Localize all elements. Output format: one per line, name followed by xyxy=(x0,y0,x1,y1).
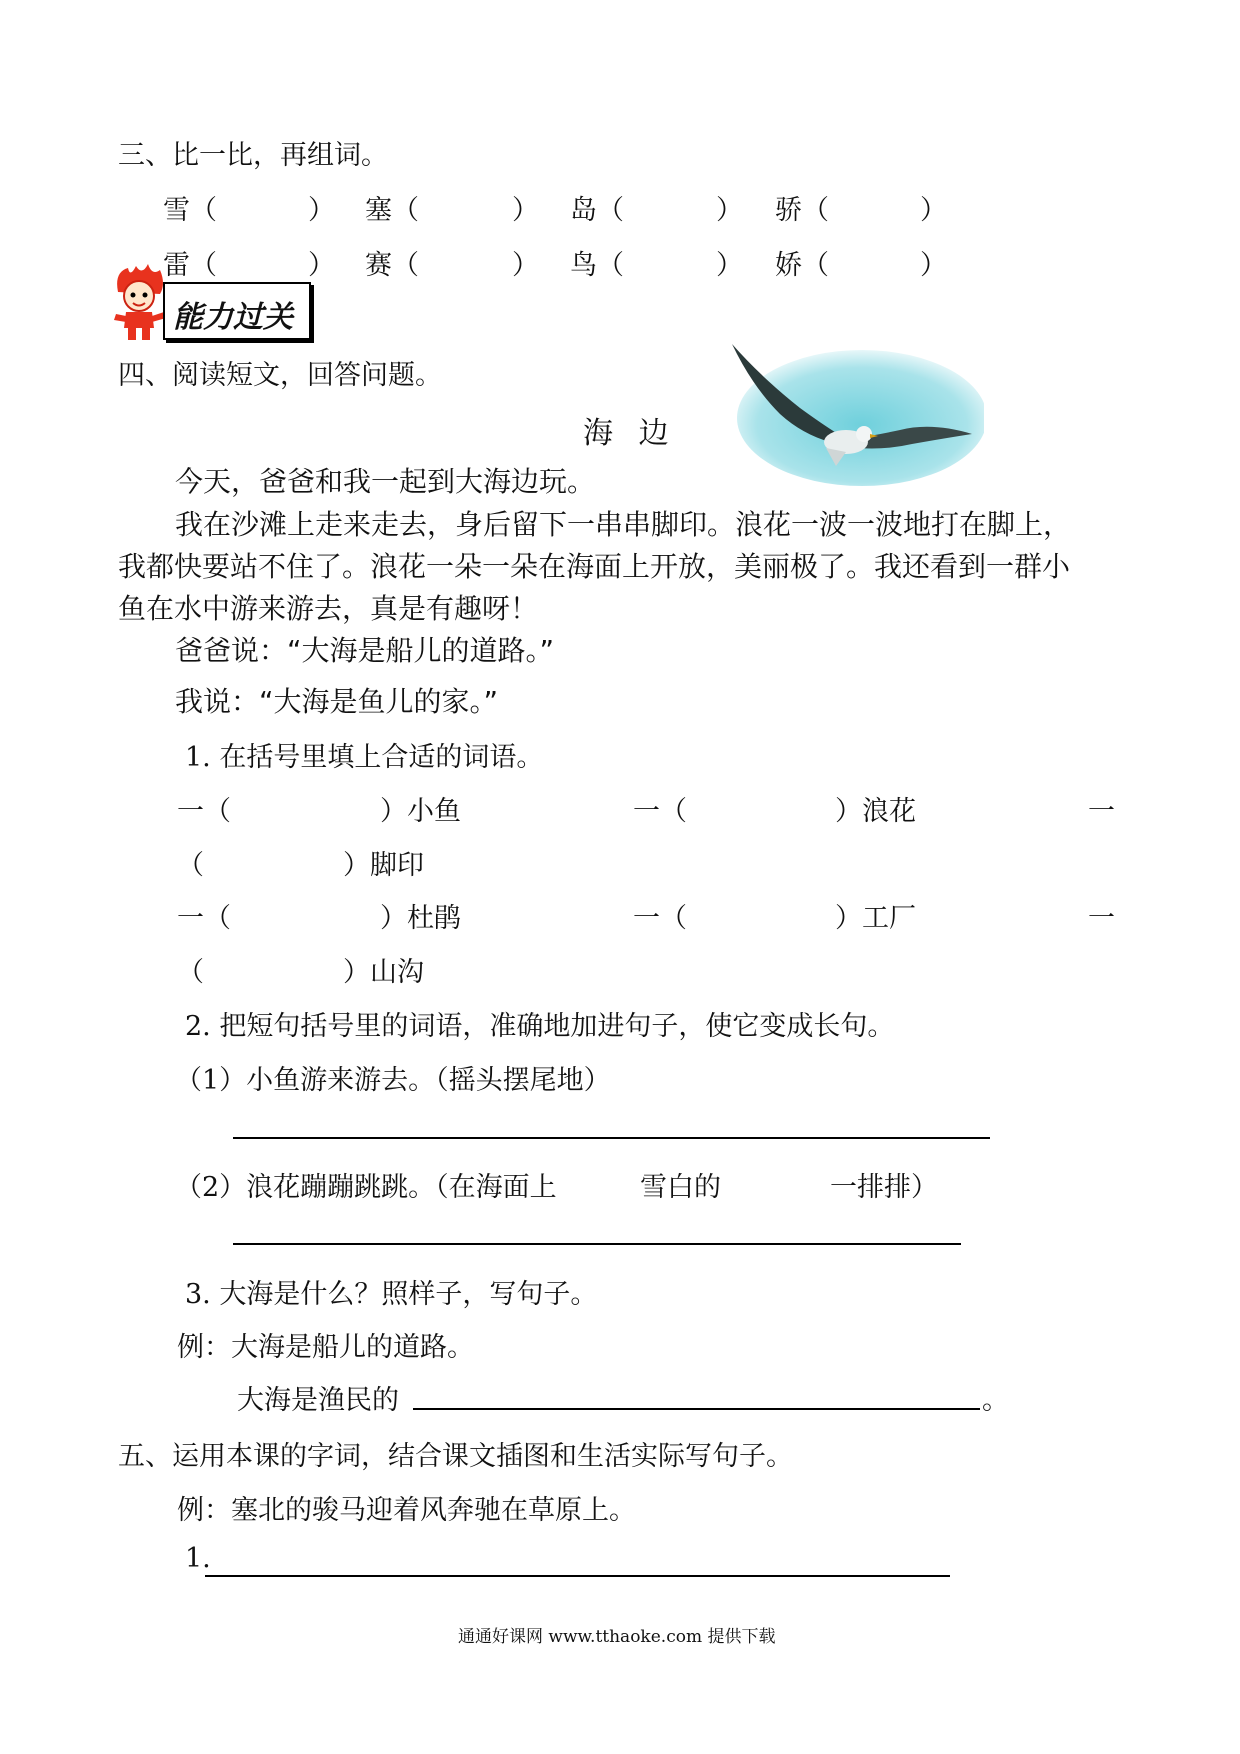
compare-cell: ） xyxy=(716,250,743,281)
q2-item-2-word-2: 雪白的 xyxy=(640,1172,721,1203)
fill-cell: 一 xyxy=(1088,796,1115,827)
banner-label: 能力过关 xyxy=(173,300,293,335)
answer-line[interactable] xyxy=(413,1408,980,1410)
compare-cell: ） xyxy=(920,250,947,281)
compare-cell: 娇（ xyxy=(775,250,829,281)
q2-item-2-word-3: 一排排） xyxy=(830,1172,938,1203)
fill-cell: 一（ xyxy=(177,903,231,934)
story-para-4: 我说：“大海是鱼儿的家。” xyxy=(175,685,499,718)
fill-cell: （ xyxy=(177,850,204,881)
story-para-3: 爸爸说：“大海是船儿的道路。” xyxy=(175,634,555,667)
section5-example: 例：塞北的骏马迎着风奔驰在草原上。 xyxy=(177,1495,636,1526)
compare-cell: ） xyxy=(920,195,947,226)
story-para-2-line-2: 我都快要站不住了。浪花一朵一朵在海面上开放，美丽极了。我还看到一群小 xyxy=(118,550,1071,583)
compare-cell: 塞（ xyxy=(365,195,419,226)
section5-item-1: 1. xyxy=(185,1543,211,1574)
q2-prompt: 2. 把短句括号里的词语，准确地加进句子，使它变成长句。 xyxy=(185,1011,895,1042)
compare-cell: 鸟（ xyxy=(570,250,624,281)
q2-item-2: （2）浪花蹦蹦跳跳。（在海面上 xyxy=(175,1172,557,1203)
ability-banner xyxy=(163,282,311,340)
q1-prompt: 1. 在括号里填上合适的词语。 xyxy=(185,742,544,773)
answer-line[interactable] xyxy=(233,1243,961,1245)
q2-item-1: （1）小鱼游来游去。（摇头摆尾地） xyxy=(175,1065,611,1096)
mascot-icon xyxy=(108,262,170,344)
compare-cell: ） xyxy=(512,250,539,281)
story-para-2-line-1: 我在沙滩上走来走去，身后留下一串串脚印。浪花一波一波地打在脚上， xyxy=(175,508,1072,541)
fill-cell: 一（ xyxy=(633,796,687,827)
fill-cell: 一（ xyxy=(633,903,687,934)
compare-cell: 赛（ xyxy=(365,250,419,281)
fill-cell: ）工厂 xyxy=(835,903,916,934)
answer-line[interactable] xyxy=(233,1137,990,1139)
fill-cell: 一 xyxy=(1088,903,1115,934)
answer-line[interactable] xyxy=(205,1575,950,1577)
q3-example: 例：大海是船儿的道路。 xyxy=(177,1332,474,1363)
seagull-image xyxy=(722,338,984,490)
fill-cell: ）脚印 xyxy=(343,850,424,881)
fill-cell: ）浪花 xyxy=(835,796,916,827)
compare-cell: ） xyxy=(308,250,335,281)
fill-cell: （ xyxy=(177,957,204,988)
q3-fill-start: 大海是渔民的 xyxy=(237,1385,399,1416)
section3-heading: 三、比一比，再组词。 xyxy=(118,140,388,171)
compare-cell: ） xyxy=(512,195,539,226)
section4-heading: 四、阅读短文，回答问题。 xyxy=(118,360,442,391)
compare-cell: 雷（ xyxy=(163,250,217,281)
fill-cell: 一（ xyxy=(177,796,231,827)
compare-cell: 雪（ xyxy=(163,195,217,226)
compare-cell: ） xyxy=(716,195,743,226)
fill-cell: ）山沟 xyxy=(343,957,424,988)
story-title: 海 边 xyxy=(583,416,677,451)
story-para-2-line-3: 鱼在水中游来游去，真是有趣呀！ xyxy=(118,592,539,625)
compare-cell: ） xyxy=(308,195,335,226)
compare-cell: 骄（ xyxy=(775,195,829,226)
q3-fill-end: 。 xyxy=(982,1385,1009,1416)
fill-cell: ）杜鹃 xyxy=(380,903,461,934)
q3-prompt: 3. 大海是什么？照样子，写句子。 xyxy=(185,1279,598,1310)
footer-text: 通通好课网 www.tthaoke.com 提供下载 xyxy=(458,1627,776,1647)
section5-heading: 五、运用本课的字词，结合课文插图和生活实际写句子。 xyxy=(118,1441,793,1472)
story-para-1: 今天，爸爸和我一起到大海边玩。 xyxy=(175,465,596,498)
fill-cell: ）小鱼 xyxy=(380,796,461,827)
compare-cell: 岛（ xyxy=(570,195,624,226)
